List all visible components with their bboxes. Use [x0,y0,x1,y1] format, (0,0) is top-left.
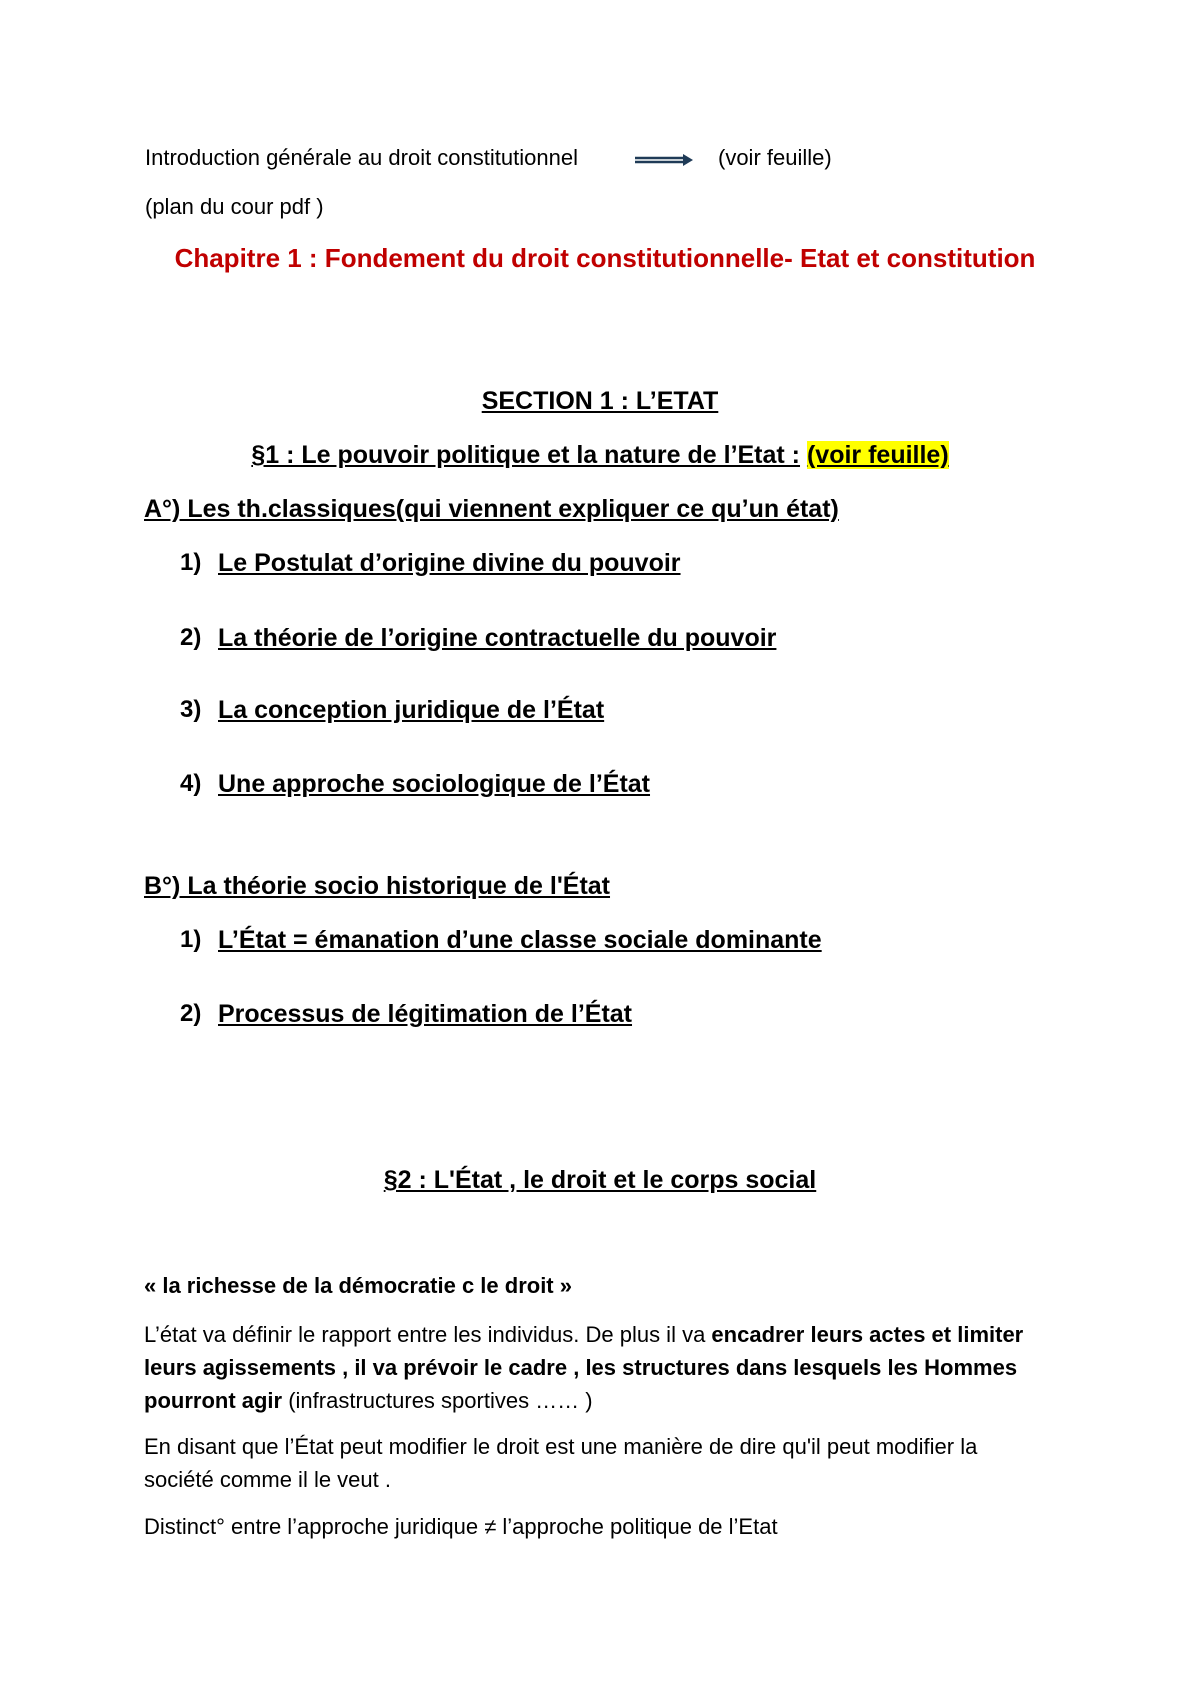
paragraph-text: L’état va définir le rapport entre les individus. De plus il va [144,1322,712,1347]
list-item: La conception juridique de l’État [218,696,605,724]
paragraph-state-role [144,1318,1044,1417]
chapter-title: Chapitre 1 : Fondement du droit constitutionnelle- Etat et constitution [174,243,1036,273]
intro-line-2: (plan du cour pdf ) [145,194,324,219]
list-item-number: 4) [180,770,202,797]
list-item: L’État = émanation d’une classe sociale dominante [218,926,822,954]
list-item: Le Postulat d’origine divine du pouvoir [218,549,681,577]
list-item-number: 2) [180,1000,202,1027]
paragraph-bold-text: encadrer leurs actes et limiter leurs agissements , il va prévoir le cadre , les structures dans lesquels les Hommes pourront agir [144,1322,1024,1413]
list-item: La théorie de l’origine contractuelle du pouvoir [218,624,777,652]
subsection-b-title: B°) La théorie socio historique de l'État [144,872,611,900]
intro-line-1: Introduction générale au droit constitutionnel [145,145,578,170]
paragraph-distinction: Distinct° entre l’approche juridique ≠ l’approche politique de l’Etat [144,1514,778,1539]
list-item: Une approche sociologique de l’État [218,770,651,798]
list-item: Processus de légitimation de l’État [218,1000,633,1028]
voir-feuille-note: (voir feuille) [718,145,832,170]
list-item-number: 3) [180,696,202,723]
long-right-arrow-icon [635,152,693,168]
list-item-number: 1) [180,549,202,576]
paragraph-text: (infrastructures sportives …… ) [282,1388,593,1413]
paragraph-1-heading [0,441,1200,470]
paragraph-1-title: §1 : Le pouvoir politique et la nature de l’Etat : [251,441,801,469]
list-item-number: 2) [180,624,202,651]
voir-feuille-highlight: (voir feuille) [806,441,949,469]
paragraph-modify-law: En disant que l’État peut modifier le droit est une manière de dire qu'il peut modifier la société comme il le veut . [144,1434,978,1492]
section-2-title: §2 : L'État , le droit et le corps social [383,1166,817,1194]
section-1-title: SECTION 1 : L’ETAT [481,387,719,415]
subsection-a-title: A°) Les th.classiques(qui viennent expliquer ce qu’un état) [144,495,839,523]
quote: « la richesse de la démocratie c le droit » [144,1273,572,1298]
list-item-number: 1) [180,926,202,953]
